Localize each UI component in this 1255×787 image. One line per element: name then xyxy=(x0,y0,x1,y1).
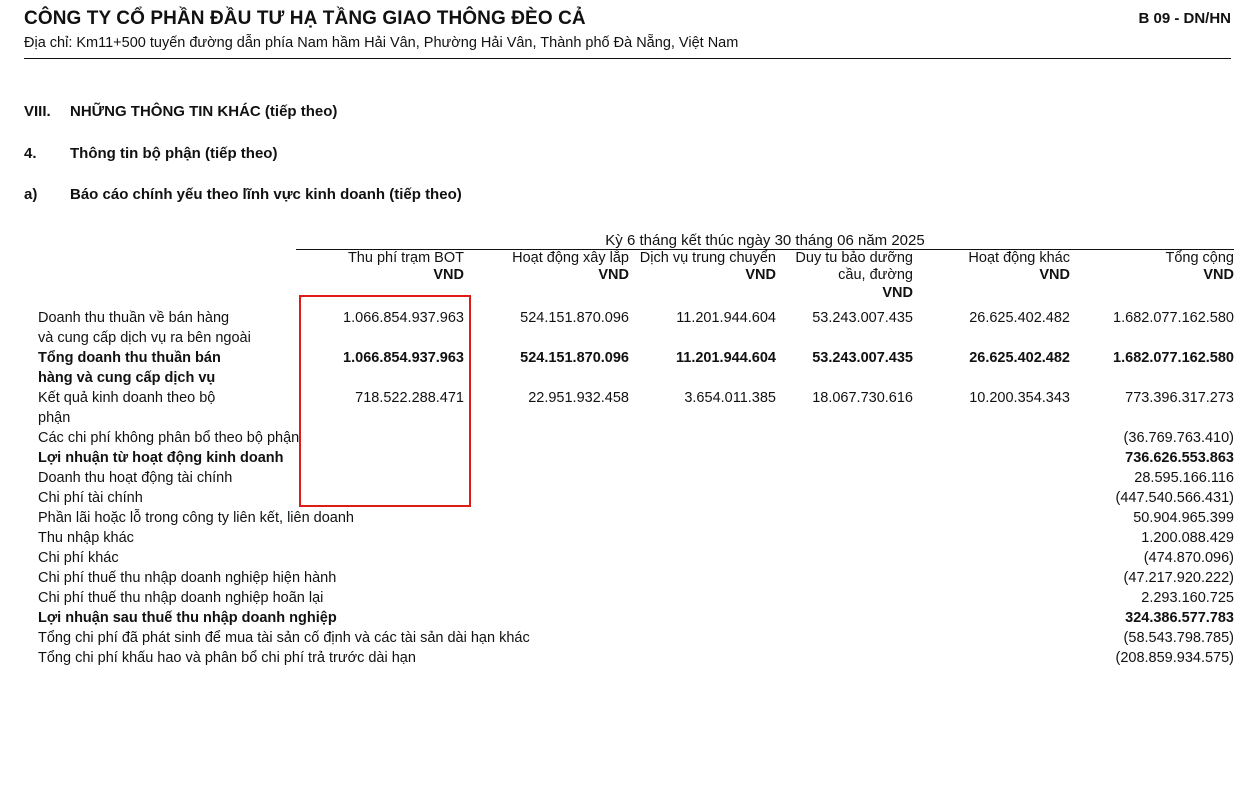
table-row xyxy=(38,428,1234,448)
header-divider xyxy=(24,58,1231,59)
period-blank-cell xyxy=(38,232,296,249)
row-label-capex: Tổng chi phí đã phát sinh để mua tài sản cố định và các tài sản dài hạn khác xyxy=(38,630,530,647)
document-header xyxy=(24,8,1231,53)
section-viii-number: VIII. xyxy=(24,103,51,120)
row-value-deferred-tax: 2.293.160.725 xyxy=(1141,590,1234,607)
column-header-other-label: Hoạt động khác xyxy=(968,250,1070,266)
row-value-other-income: 1.200.088.429 xyxy=(1141,530,1234,547)
section-4-title: Thông tin bộ phận (tiếp theo) xyxy=(70,145,278,162)
column-header-other-unit: VND xyxy=(1039,267,1070,284)
section-a-number: a) xyxy=(24,186,38,203)
table-row xyxy=(38,348,1234,388)
row0-value-construction: 524.151.870.096 xyxy=(520,310,629,327)
table-row xyxy=(38,468,1234,488)
row-label-line2: hàng và cung cấp dịch vụ xyxy=(38,370,216,387)
row1-value-construction: 524.151.870.096 xyxy=(520,350,629,367)
column-header-transfer-service-unit: VND xyxy=(745,267,776,284)
row-label-profit-after-tax: Lợi nhuận sau thuế thu nhập doanh nghiệp xyxy=(38,610,337,627)
section-viii-title: NHỮNG THÔNG TIN KHÁC (tiếp theo) xyxy=(70,103,338,120)
table-row xyxy=(38,648,1234,668)
row1-value-transfer: 11.201.944.604 xyxy=(676,350,776,367)
row-label-line2: và cung cấp dịch vụ ra bên xyxy=(38,330,212,347)
table-row xyxy=(38,528,1234,548)
row-label-financial-income: Doanh thu hoạt động tài chính xyxy=(38,470,233,487)
segment-report-table-wrapper xyxy=(38,232,1234,668)
row2-value-transfer: 3.654.011.385 xyxy=(684,390,776,407)
table-row xyxy=(38,588,1234,608)
column-header-other xyxy=(913,250,1070,303)
section-viii xyxy=(24,103,337,120)
table-row xyxy=(38,628,1234,648)
column-header-maintenance-label: Duy tu bảo dưỡng cầu, đường xyxy=(795,250,913,284)
column-header-total-unit: VND xyxy=(1203,267,1234,284)
table-row xyxy=(38,508,1234,528)
row-label-other-income: Thu nhập khác xyxy=(38,530,134,547)
row-value-financial-expenses: (447.540.566.431) xyxy=(1115,490,1234,507)
period-title-row xyxy=(38,232,1234,249)
table-row xyxy=(38,608,1234,628)
segment-report-table xyxy=(38,232,1234,668)
table-row xyxy=(38,388,1234,428)
row0-value-transfer: 11.201.944.604 xyxy=(676,310,776,327)
column-header-total-label: Tổng cộng xyxy=(1165,250,1234,266)
company-name: CÔNG TY CỔ PHẦN ĐẦU TƯ HẠ TẦNG GIAO THÔNG ĐÈO CẢ xyxy=(24,8,586,29)
table-header-row xyxy=(38,250,1234,303)
row2-value-construction: 22.951.932.458 xyxy=(528,390,629,407)
row0-value-maintenance: 53.243.007.435 xyxy=(812,310,913,327)
row1-value-total: 1.682.077.162.580 xyxy=(1113,350,1234,367)
row2-value-other: 10.200.354.343 xyxy=(969,390,1070,407)
column-header-transfer-service-label: Dịch vụ trung chuyển xyxy=(639,250,776,266)
row1-value-maintenance: 53.243.007.435 xyxy=(812,350,913,367)
row-label-line3: ngoài xyxy=(215,330,251,347)
table-row xyxy=(38,568,1234,588)
row-value-capex: (58.543.798.785) xyxy=(1123,630,1234,647)
row-label-total-net-revenue xyxy=(38,348,296,388)
row1-value-bot: 1.066.854.937.963 xyxy=(343,350,464,367)
row-value-other-expenses: (474.870.096) xyxy=(1143,550,1234,567)
row-value-financial-income: 28.595.166.116 xyxy=(1134,470,1234,487)
company-address: Địa chỉ: Km11+500 tuyến đường dẫn phía Nam hầm Hải Vân, Phường Hải Vân, Thành phố Đà Nẵng, Việt Nam xyxy=(24,34,739,51)
row-value-operating-profit: 736.626.553.863 xyxy=(1125,450,1234,467)
column-header-construction-label: Hoạt động xây lắp xyxy=(512,250,629,266)
column-header-construction xyxy=(464,250,629,303)
section-a xyxy=(24,186,462,203)
section-a-title: Báo cáo chính yếu theo lĩnh vực kinh doanh (tiếp theo) xyxy=(70,186,462,203)
row-label-associates-share: Phần lãi hoặc lỗ trong công ty liên kết, liên doanh xyxy=(38,510,354,527)
row-label-depreciation: Tổng chi phí khấu hao và phân bổ chi phí trả trước dài hạn xyxy=(38,650,416,667)
column-header-bot-unit: VND xyxy=(433,267,464,284)
form-code: B 09 - DN/HN xyxy=(1138,10,1231,27)
column-header-maintenance xyxy=(776,250,913,303)
row-value-profit-after-tax: 324.386.577.783 xyxy=(1125,610,1234,627)
row-label-other-expenses: Chi phí khác xyxy=(38,550,119,567)
row-label-line2: phận xyxy=(38,410,71,427)
row-label-financial-expenses: Chi phí tài chính xyxy=(38,490,143,507)
row0-value-bot: 1.066.854.937.963 xyxy=(343,310,464,327)
row2-value-bot: 718.522.288.471 xyxy=(355,390,464,407)
section-4-number: 4. xyxy=(24,145,37,162)
column-header-maintenance-unit: VND xyxy=(882,284,913,301)
row-label-unallocated-expenses: Các chi phí không phân bổ theo bộ phận xyxy=(38,430,300,447)
table-row xyxy=(38,308,1234,348)
row-label-line1: Kết quả kinh doanh theo bộ xyxy=(38,390,216,407)
row-value-associates-share: 50.904.965.399 xyxy=(1133,510,1234,527)
row-label-segment-result xyxy=(38,388,296,428)
row-value-current-tax: (47.217.920.222) xyxy=(1123,570,1234,587)
column-header-bot xyxy=(296,250,464,303)
row-label-line1: Doanh thu thuần về bán hàng xyxy=(38,310,230,327)
table-row xyxy=(38,548,1234,568)
row1-value-other: 26.625.402.482 xyxy=(969,350,1070,367)
row2-value-total: 773.396.317.273 xyxy=(1125,390,1234,407)
row-value-depreciation: (208.859.934.575) xyxy=(1115,650,1234,667)
period-title: Kỳ 6 tháng kết thúc ngày 30 tháng 06 năm 2025 xyxy=(605,232,925,249)
section-4 xyxy=(24,145,277,162)
column-header-blank xyxy=(38,250,296,303)
row0-value-other: 26.625.402.482 xyxy=(969,310,1070,327)
header-top-row xyxy=(24,8,1231,30)
row-value-unallocated-expenses: (36.769.763.410) xyxy=(1123,430,1234,447)
column-header-bot-label: Thu phí trạm BOT xyxy=(347,250,464,266)
column-header-construction-unit: VND xyxy=(598,267,629,284)
table-row xyxy=(38,448,1234,468)
row-label-current-tax: Chi phí thuế thu nhập doanh nghiệp hiện hành xyxy=(38,570,337,587)
row2-value-maintenance: 18.067.730.616 xyxy=(812,390,913,407)
row-label-net-revenue-external xyxy=(38,308,296,348)
row-label-line1: Tổng doanh thu thuần bán xyxy=(38,350,221,367)
table-row xyxy=(38,488,1234,508)
row-label-deferred-tax: Chi phí thuế thu nhập doanh nghiệp hoãn lại xyxy=(38,590,324,607)
column-header-transfer-service xyxy=(629,250,776,303)
row0-value-total: 1.682.077.162.580 xyxy=(1113,310,1234,327)
column-header-total xyxy=(1070,250,1234,303)
row-label-operating-profit: Lợi nhuận từ hoạt động kinh doanh xyxy=(38,450,284,467)
